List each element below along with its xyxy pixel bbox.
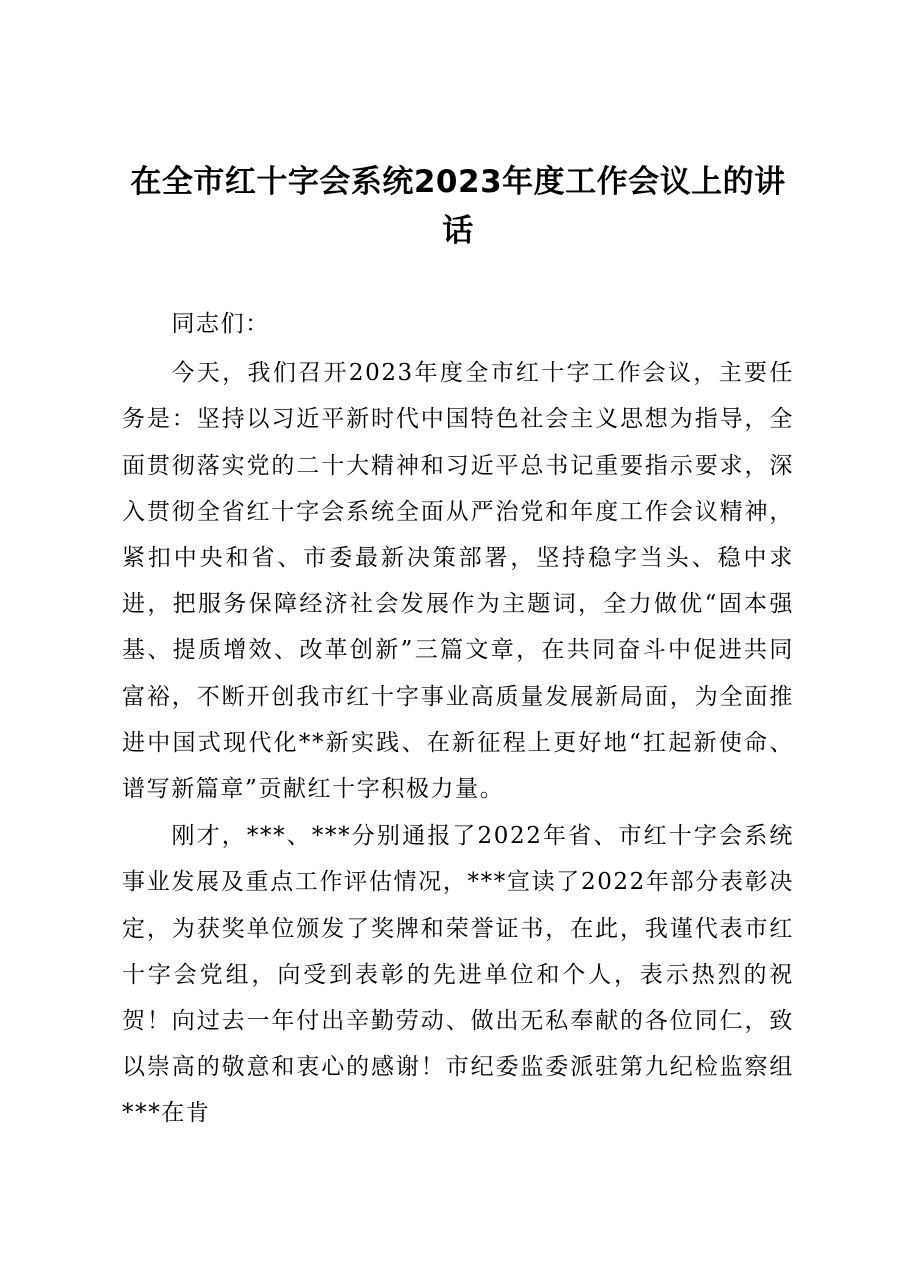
document-body bbox=[122, 301, 794, 1137]
paragraph-1: 今天，我们召开2023年度全市红十字工作会议，主要任务是：坚持以习近平新时代中国特色社会主义思想为指导，全面贯彻落实党的二十大精神和习近平总书记重要指示要求，深入贯彻全省红十字会系统全面从严治党和年度工作会议精神，紧扣中央和省、市委最新决策部署，坚持稳字当头、稳中求进，把服务保障经济社会发展作为主题词，全力做优“固本强基、提质增效、改革创新”三篇文章，在共同奋斗中促进共同富裕，不断开创我市红十字事业高质量发展新局面，为全面推进中国式现代化**新实践、在新征程上更好地“扛起新使命、谱写新篇章”贡献红十字积极力量。 bbox=[122, 360, 794, 803]
greeting: 同志们： bbox=[171, 311, 270, 337]
document-title: 在全市红十字会系统2023年度工作会议上的讲话 bbox=[130, 164, 786, 249]
paragraph-2: 刚才，***、***分别通报了2022年省、市红十字会系统事业发展及重点工作评估情况，***宣读了2022年部分表彰决定，为获奖单位颁发了奖牌和荣誉证书，在此，我谨代表市红十字会党组，向受到表彰的先进单位和个人，表示热烈的祝贺！向过去一年付出辛勤劳动、做出无私奉献的各位同仁，致以崇高的敬意和衷心的感谢！市纪委监委派驻第九纪检监察组***在肯 bbox=[122, 823, 794, 1127]
